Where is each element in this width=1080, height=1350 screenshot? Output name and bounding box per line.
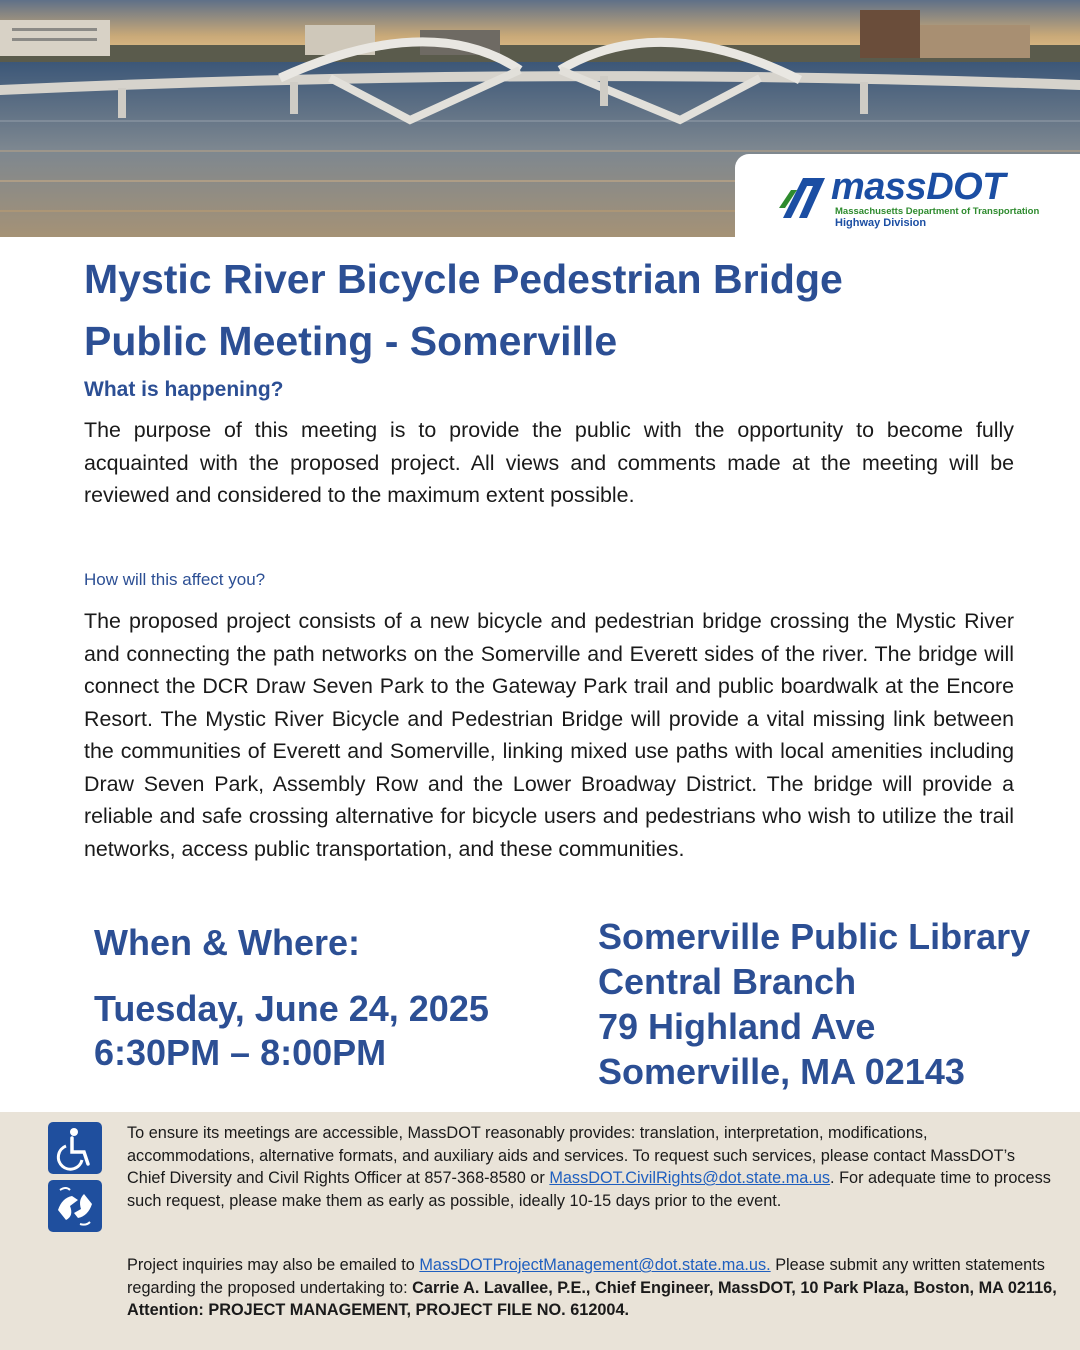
inquiry-text-cont: Please submit any written statements regarding the proposed undertaking to: <box>127 1256 1045 1297</box>
section-heading-how: How will this affect you? <box>84 570 266 589</box>
project-inquiries-notice <box>127 1254 1067 1322</box>
accessibility-text-cont: . For adequate time to process such request, please make them as early as possible, ideally 10-15 days prior to the event. <box>127 1169 1051 1210</box>
hero-bridge-photo <box>0 0 1080 237</box>
massdot-logo <box>735 154 1080 237</box>
accessibility-notice <box>127 1122 1052 1212</box>
location-line: Somerville, MA 02143 <box>598 1051 965 1092</box>
section-heading-what: What is happening? <box>84 378 284 401</box>
event-location <box>598 914 1030 1094</box>
accessibility-text: To ensure its meetings are accessible, MassDOT reasonably provides: translation, interpretation, modifications, accommodations, alternative formats, and auxiliary aids and services. To request such services, please contact MassDOT’s Chief Diversity and Civil Rights Officer at 857-368-8580 or <box>127 1124 1016 1187</box>
submission-address: Carrie A. Lavallee, P.E., Chief Engineer, MassDOT, 10 Park Plaza, Boston, MA 02116, Attention: PROJECT MANAGEMENT, PROJECT FILE NO. 612004. <box>127 1278 1057 1319</box>
civil-rights-email-link[interactable]: MassDOT.CivilRights@dot.state.ma.us <box>549 1169 831 1187</box>
section-body-how: The proposed project consists of a new bicycle and pedestrian bridge crossing the Mystic River and connecting the path networks on the Somerville and Everett sides of the river. The bridge will connect the DCR Draw Seven Park to the Gateway Park trail and public boardwalk at the Encore Resort. The Mystic River Bicycle and Pedestrian Bridge will provide a vital missing link between the communities of Everett and Somerville, linking mixed use paths with local amenities including Draw Seven Park, Assembly Row and the Lower Broadway District. The bridge will provide a reliable and safe crossing alternative for bicycle users and pedestrians who wish to utilize the trail networks, access public transportation, and these communities. <box>84 609 1014 861</box>
logo-subtitle: Massachusetts Department of Transportation <box>835 206 1040 217</box>
inquiry-text: Project inquiries may also be emailed to <box>127 1256 415 1274</box>
title-line-1: Mystic River Bicycle Pedestrian Bridge <box>84 256 843 302</box>
event-date: Tuesday, June 24, 2025 <box>94 988 489 1029</box>
location-line: Somerville Public Library <box>598 916 1031 957</box>
event-time: 6:30PM – 8:00PM <box>94 1032 387 1073</box>
logo-division: Highway Division <box>835 217 927 229</box>
project-management-email-link[interactable]: MassDOTProjectManagement@dot.state.ma.us. <box>419 1256 771 1274</box>
location-line: 79 Highland Ave <box>598 1006 876 1047</box>
page-title <box>84 248 1044 372</box>
logo-wordmark: massDOT <box>831 166 1005 208</box>
accessibility-footer <box>0 1112 1080 1350</box>
sign-language-icon <box>48 1180 102 1232</box>
when-where-heading: When & Where: <box>94 922 360 963</box>
section-body-what: The purpose of this meeting is to provide the public with the opportunity to become fully acquainted with the proposed project. All views and comments made at the meeting will be reviewed and considered to the maximum extent possible. <box>84 418 1014 507</box>
title-line-2: Public Meeting - Somerville <box>84 318 618 364</box>
event-datetime <box>94 987 489 1075</box>
location-line: Central Branch <box>598 961 857 1002</box>
wheelchair-accessibility-icon <box>48 1122 102 1174</box>
massdot-logo-mark <box>777 172 829 224</box>
